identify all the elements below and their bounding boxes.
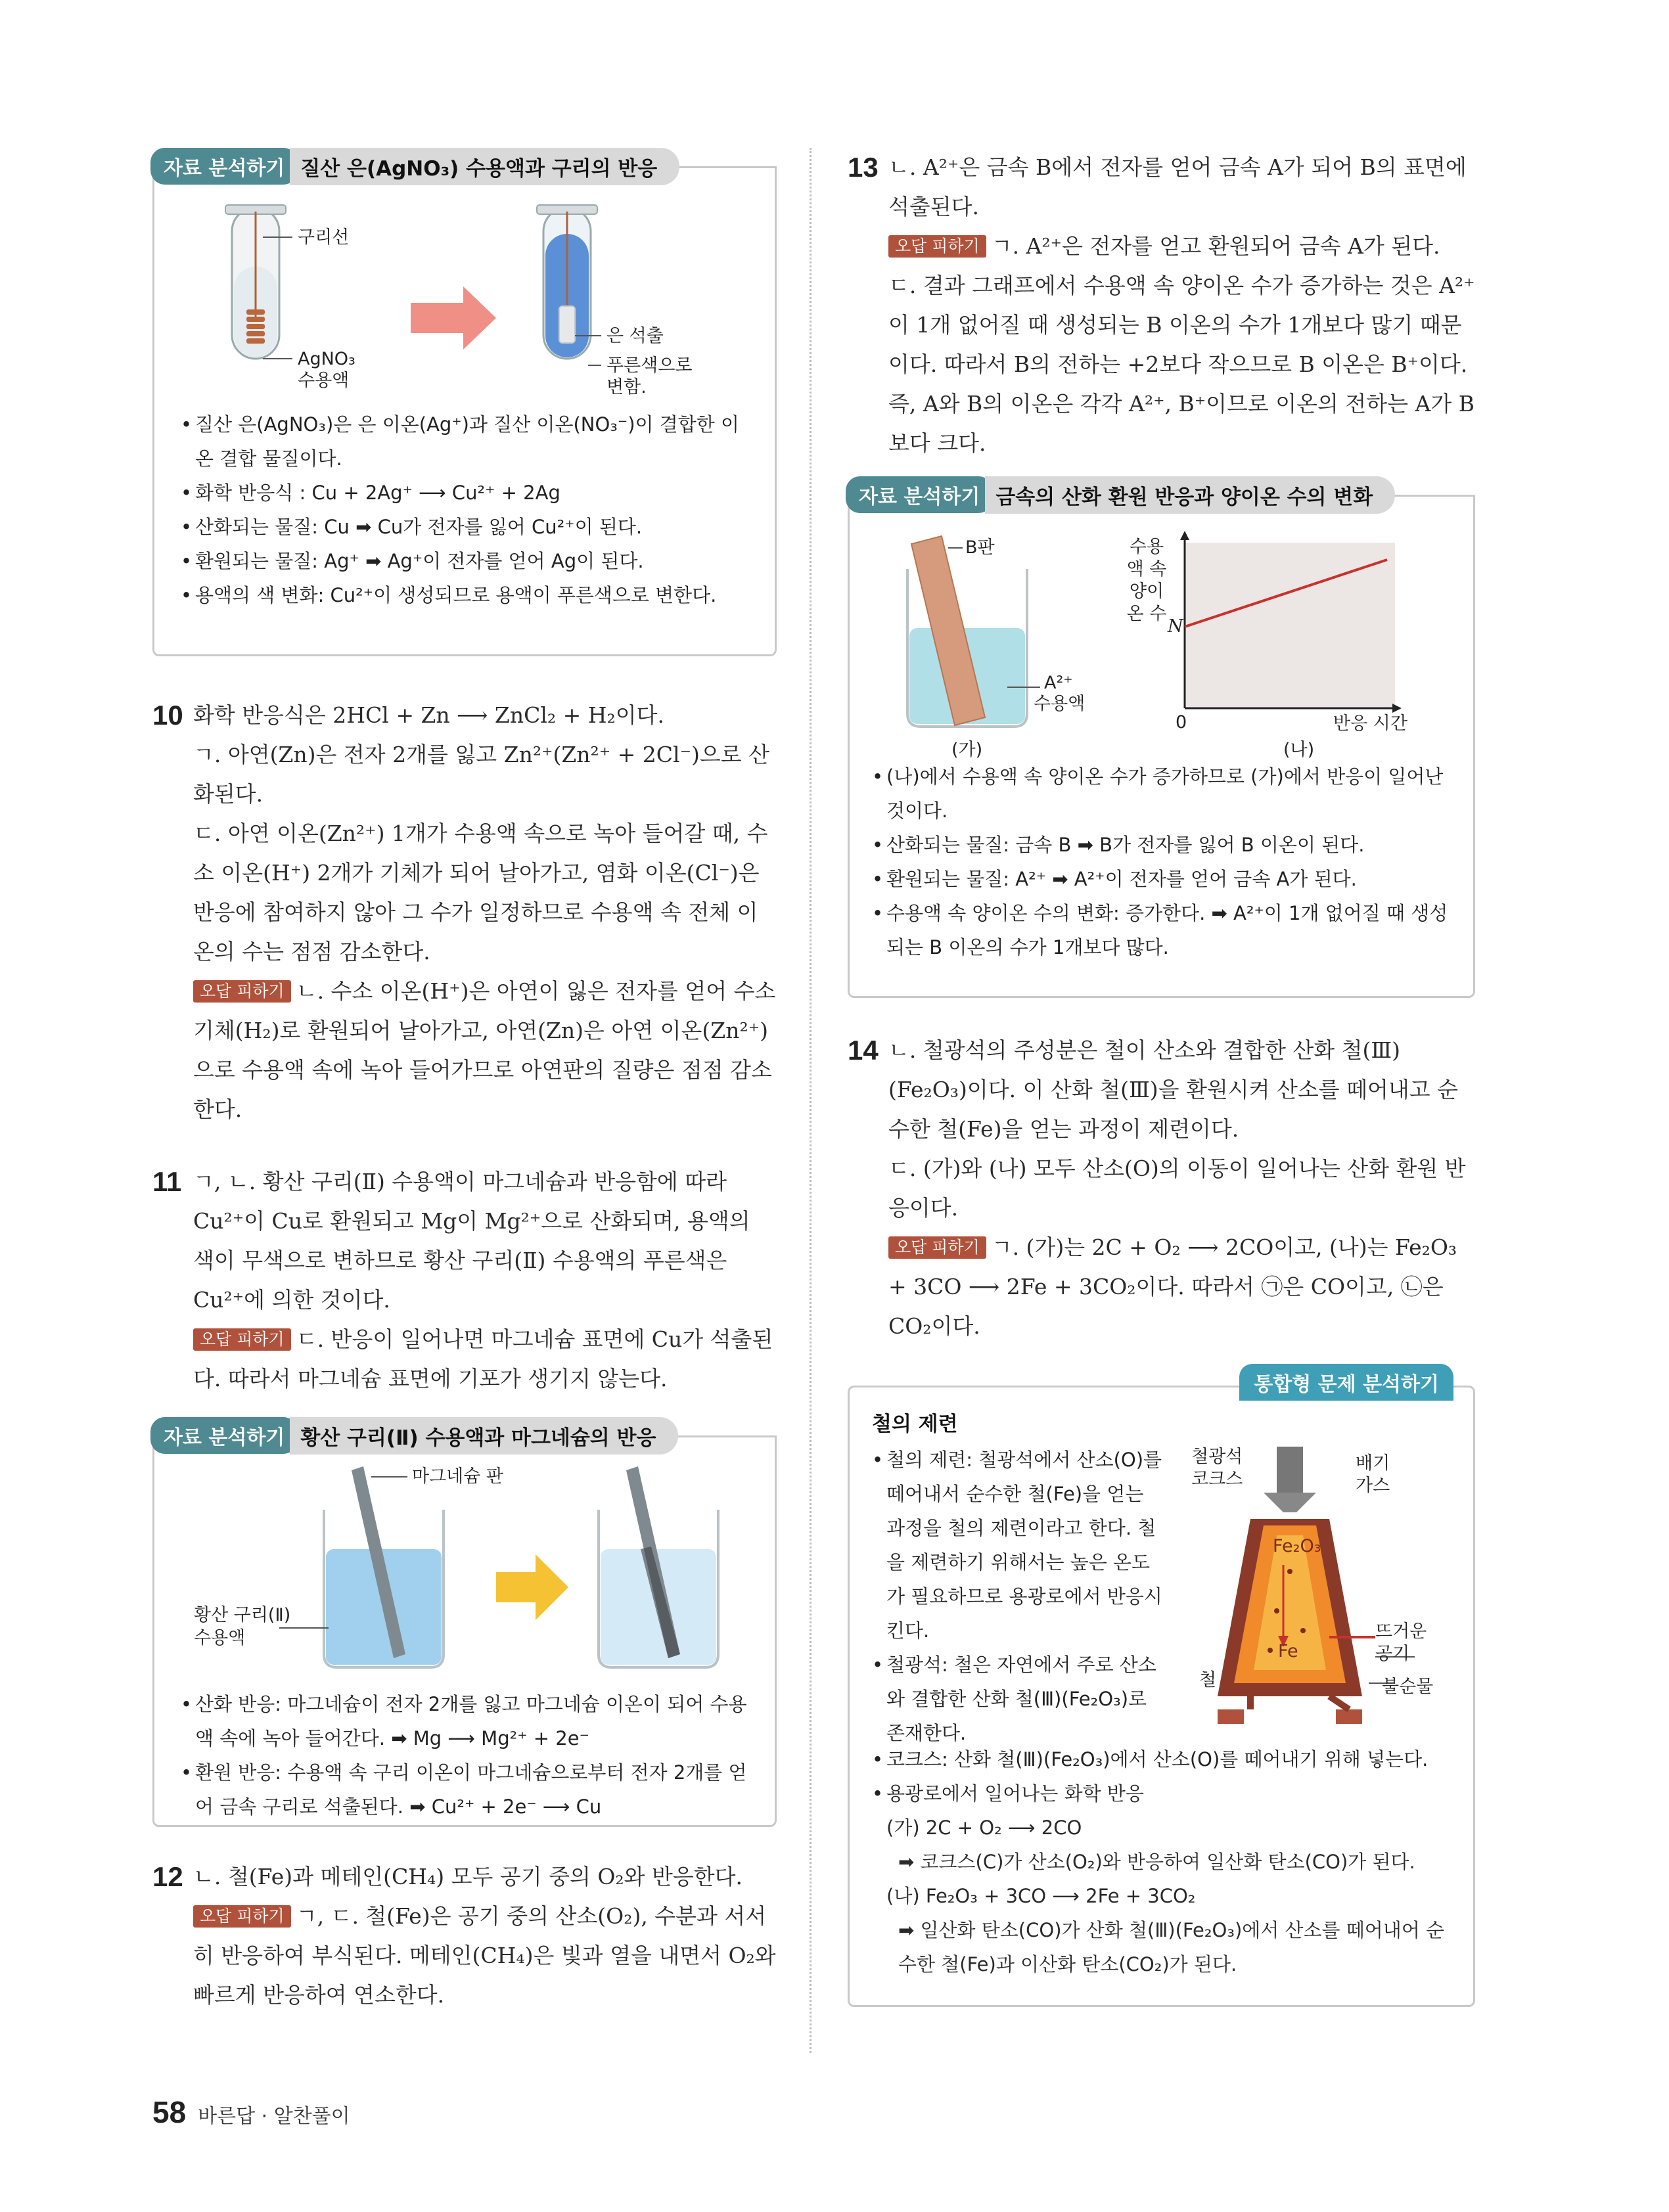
bullet: • 철광석: 철은 자연에서 주로 산소와 결합한 산화 철(Ⅲ)(Fe₂O₃)로 존재한다. <box>872 1648 1168 1750</box>
tag-wrong-answer: 오답 피하기 <box>888 1236 986 1259</box>
bullet: • 산화 반응: 마그네슘이 전자 2개를 잃고 마그네슘 이온이 되어 수용액 속에 녹아 들어간다. ➡ Mg ⟶ Mg²⁺ + 2e⁻ <box>181 1687 748 1755</box>
label-a2plus: A²⁺ <box>1044 673 1073 693</box>
answer-10 <box>152 696 777 1129</box>
label-solution: 수용액 <box>298 371 350 391</box>
bullet: • 코크스: 산화 철(Ⅲ)(Fe₂O₃)에서 산소(O)를 떼어내기 위해 넣는다. <box>872 1742 1450 1776</box>
page-number: 58 <box>152 2095 187 2129</box>
wrong-answer-note <box>193 1320 777 1399</box>
label-air: 공기 <box>1375 1644 1410 1664</box>
question-number: 11 <box>152 1166 182 1197</box>
label-blue: 푸른색으로 <box>606 355 693 376</box>
box3-bullets <box>850 759 1473 964</box>
bullet: • 환원되는 물질: A²⁺ ➡ A²⁺이 전자를 얻어 금속 A가 된다. <box>872 862 1451 896</box>
wrong-answer-text: ㄱ. (가)는 2C + O₂ ⟶ 2CO이고, (나)는 Fe₂O₃ + 3CO ⟶ 2Fe + 3CO₂이다. 따라서 ㉠은 CO이고, ㉡은 CO₂이다. <box>888 1234 1457 1339</box>
answer-text: ㄴ. A²⁺은 금속 B에서 전자를 얻어 금속 A가 되어 B의 표면에 석출된다. <box>888 154 1467 219</box>
reaction-line: ➡ 코크스(C)가 산소(O₂)와 반응하여 일산화 탄소(CO)가 된다. <box>898 1851 1415 1873</box>
bullet: • (나)에서 수용액 속 양이온 수가 증가하므로 (가)에서 반응이 일어난 것이다. <box>872 759 1451 828</box>
beaker-figure <box>154 1437 775 1687</box>
wrong-answer-text: ㄱ, ㄷ. 철(Fe)은 공기 중의 산소(O₂), 수분과 서서히 반응하여 부식된다. 메테인(CH₄)은 빛과 열을 내면서 O₂와 빠르게 반응하여 연소한다. <box>193 1903 776 2008</box>
reaction-line: ➡ 일산화 탄소(CO)가 산화 철(Ⅲ)(Fe₂O₃)에서 산소를 떼어내어 순수한 철(Fe)과 이산화 탄소(CO₂)가 된다. <box>898 1919 1445 1975</box>
question-number: 10 <box>152 700 183 731</box>
page-footer <box>152 2094 350 2130</box>
tag-wrong-answer: 오답 피하기 <box>888 235 986 258</box>
analysis-box-cuso4 <box>152 1426 777 1827</box>
label-hot-air: 뜨거운 <box>1375 1621 1427 1642</box>
answer-text: ㄱ. 아연(Zn)은 전자 2개를 잃고 Zn²⁺(Zn²⁺ + 2Cl⁻)으로 산화된다. <box>193 742 770 807</box>
wrong-answer-text: ㄴ. 수소 이온(H⁺)은 아연이 잃은 전자를 얻어 수소 기체(H₂)로 환원되어 날아가고, 아연(Zn)은 아연 이온(Zn²⁺)으로 수용액 속에 녹아 들어가므로 아연판의 질량은 점점 감소한다. <box>193 978 776 1122</box>
answer-text: ㄴ. 철광석의 주성분은 철이 산소와 결합한 산화 철(Ⅲ)(Fe₂O₃)이다. 이 산화 철(Ⅲ)을 환원시켜 산소를 떼어내고 순수한 철(Fe)을 얻는 과정이 제련이다. <box>888 1037 1459 1142</box>
label-copper-wire: 구리선 <box>298 227 350 248</box>
footer-title: 바른답 · 알찬풀이 <box>198 2105 350 2128</box>
label-blue-2: 변함. <box>606 377 647 397</box>
box4-side-bullets <box>872 1443 1168 1750</box>
label-fe: Fe <box>1278 1641 1298 1661</box>
answer-14 <box>848 1031 1475 1346</box>
label-cuso4: 황산 구리(Ⅱ) <box>194 1605 291 1625</box>
metal-ion-figure <box>850 497 1473 759</box>
test-tube-figure <box>154 168 775 405</box>
integrated-badge: 통합형 문제 분석하기 <box>1239 1364 1453 1401</box>
label-solution: 수용액 <box>194 1628 246 1648</box>
label-iron: 철 <box>1199 1670 1217 1690</box>
label-gas: 가스 <box>1356 1476 1390 1496</box>
integrated-analysis-box <box>848 1373 1475 2007</box>
box-badge: 자료 분석하기 <box>846 476 993 513</box>
box4-full-bullets <box>872 1742 1450 1811</box>
bullet: • 용액의 색 변화: Cu²⁺이 생성되므로 용액이 푸른색으로 변한다. <box>181 578 748 612</box>
wrong-answer-text: ㄷ. 반응이 일어나면 마그네슘 표면에 Cu가 석출된다. 따라서 마그네슘 표면에 기포가 생기지 않는다. <box>193 1326 773 1391</box>
bullet: • 환원 반응: 수용액 속 구리 이온이 마그네슘으로부터 전자 2개를 얻어 금속 구리로 석출된다. ➡ Cu²⁺ + 2e⁻ ⟶ Cu <box>181 1755 748 1824</box>
graph-x-label: 반응 시간 <box>1333 713 1407 734</box>
analysis-box-metal-ions <box>848 485 1475 998</box>
label-agno3: AgNO₃ <box>298 349 355 369</box>
box4-heading: 철의 제련 <box>872 1412 958 1436</box>
bullet: • 철의 제련: 철광석에서 산소(O)를 떼어내서 순수한 철(Fe)을 얻는 과정을 철의 제련이라고 한다. 철을 제련하기 위해서는 높은 온도가 필요하므로 용광로에서 반응시킨다. <box>872 1443 1168 1648</box>
answer-text: ㄴ. 철(Fe)과 메테인(CH₄) 모두 공기 중의 O₂와 반응한다. <box>193 1864 743 1889</box>
wrong-answer-note <box>193 1897 777 2015</box>
answer-text: ㄷ. 아연 이온(Zn²⁺) 1개가 수용액 속으로 녹아 들어갈 때, 수소 이온(H⁺) 2개가 기체가 되어 날아가고, 염화 이온(Cl⁻)은 반응에 참여하지 않아 그 수가 일정하므로 수용액 속 전체 이온의 수는 점점 감소한다. <box>193 821 768 964</box>
wrong-answer-note <box>193 972 777 1129</box>
box2-bullets <box>154 1687 775 1824</box>
bullet: • 수용액 속 양이온 수의 변화: 증가한다. ➡ A²⁺이 1개 없어질 때 생성되는 B 이온의 수가 1개보다 많다. <box>872 896 1451 964</box>
label-exhaust: 배기 <box>1356 1453 1390 1474</box>
question-number: 12 <box>152 1861 183 1892</box>
graph-n-label: N <box>1168 616 1183 637</box>
graph-origin-label: 0 <box>1176 712 1187 733</box>
label-slag: 불순물 <box>1382 1677 1434 1697</box>
label-solution: 수용액 <box>1034 694 1086 714</box>
analysis-box-agno3 <box>152 156 777 656</box>
wrong-answer-note <box>888 227 1475 266</box>
bullet: • 용광로에서 일어나는 화학 반응 <box>872 1776 1450 1811</box>
label-figure-b: (나) <box>1283 740 1315 760</box>
right-column <box>848 148 1475 2007</box>
label-figure-a: (가) <box>951 740 983 760</box>
label-coke: 코크스 <box>1191 1469 1243 1489</box>
bullet: • 질산 은(AgNO₃)은 은 이온(Ag⁺)과 질산 이온(NO₃⁻)이 결합한 이온 결합 물질이다. <box>181 407 748 476</box>
label-fe2o3: Fe₂O₃ <box>1273 1536 1321 1556</box>
box1-bullets <box>154 405 775 612</box>
answer-text: 화학 반응식은 2HCl + Zn ⟶ ZnCl₂ + H₂이다. <box>193 702 665 728</box>
wrong-answer-text: ㄱ. A²⁺은 전자를 얻고 환원되어 금속 A가 된다. <box>991 233 1440 259</box>
tag-wrong-answer: 오답 피하기 <box>193 1328 291 1351</box>
graph-y-label: 수용액 속 양이온 수 <box>1126 537 1167 624</box>
box-title: 황산 구리(Ⅱ) 수용액과 마그네슘의 반응 <box>290 1417 678 1455</box>
reaction-line: (가) 2C + O₂ ⟶ 2CO <box>886 1817 1082 1839</box>
bullet: • 산화되는 물질: 금속 B ➡ B가 전자를 잃어 B 이온이 된다. <box>872 828 1451 862</box>
label-silver: 은 석출 <box>606 326 664 346</box>
column-divider <box>810 148 812 2053</box>
bullet: • 산화되는 물질: Cu ➡ Cu가 전자를 잃어 Cu²⁺이 된다. <box>181 510 748 544</box>
wrong-answer-note <box>888 1228 1475 1346</box>
label-iron-ore: 철광석 <box>1191 1447 1243 1467</box>
bullet: • 환원되는 물질: Ag⁺ ➡ Ag⁺이 전자를 얻어 Ag이 된다. <box>181 544 748 578</box>
answer-text: ㄱ, ㄴ. 황산 구리(Ⅱ) 수용액이 마그네슘과 반응함에 따라 Cu²⁺이 Cu로 환원되고 Mg이 Mg²⁺으로 산화되며, 용액의 색이 무색으로 변하므로 황산 구리(Ⅱ) 수용액의 푸른색은 Cu²⁺에 의한 것이다. <box>193 1169 750 1313</box>
label-magnesium-plate: 마그네슘 판 <box>412 1466 503 1487</box>
tag-wrong-answer: 오답 피하기 <box>193 1905 291 1928</box>
left-column <box>152 148 777 2015</box>
question-number: 14 <box>848 1035 879 1066</box>
box-title: 금속의 산화 환원 반응과 양이온 수의 변화 <box>985 476 1395 514</box>
answer-text: ㄷ. 결과 그래프에서 수용액 속 양이온 수가 증가하는 것은 A²⁺이 1개 없어질 때 생성되는 B 이온의 수가 1개보다 많기 때문이다. 따라서 B의 전하는 +2보다 작으므로 B 이온은 B⁺이다. 즉, A와 B의 이온은 각각 A²⁺, B⁺이므로 이온의 전하는 A가 B보다 크다. <box>888 273 1475 456</box>
box-badge: 자료 분석하기 <box>150 148 298 185</box>
box-badge: 자료 분석하기 <box>150 1417 298 1454</box>
box-title: 질산 은(AgNO₃) 수용액과 구리의 반응 <box>290 148 679 185</box>
answer-13 <box>848 148 1475 463</box>
label-b-plate: B판 <box>965 537 995 558</box>
bullet: • 화학 반응식 : Cu + 2Ag⁺ ⟶ Cu²⁺ + 2Ag <box>181 476 748 510</box>
answer-12 <box>152 1857 777 2015</box>
question-number: 13 <box>848 152 879 183</box>
tag-wrong-answer: 오답 피하기 <box>193 980 291 1003</box>
answer-11 <box>152 1162 777 1399</box>
reaction-list <box>886 1811 1452 1981</box>
answer-text: ㄷ. (가)와 (나) 모두 산소(O)의 이동이 일어나는 산화 환원 반응이다. <box>888 1156 1466 1221</box>
reaction-line: (나) Fe₂O₃ + 3CO ⟶ 2Fe + 3CO₂ <box>886 1885 1196 1907</box>
